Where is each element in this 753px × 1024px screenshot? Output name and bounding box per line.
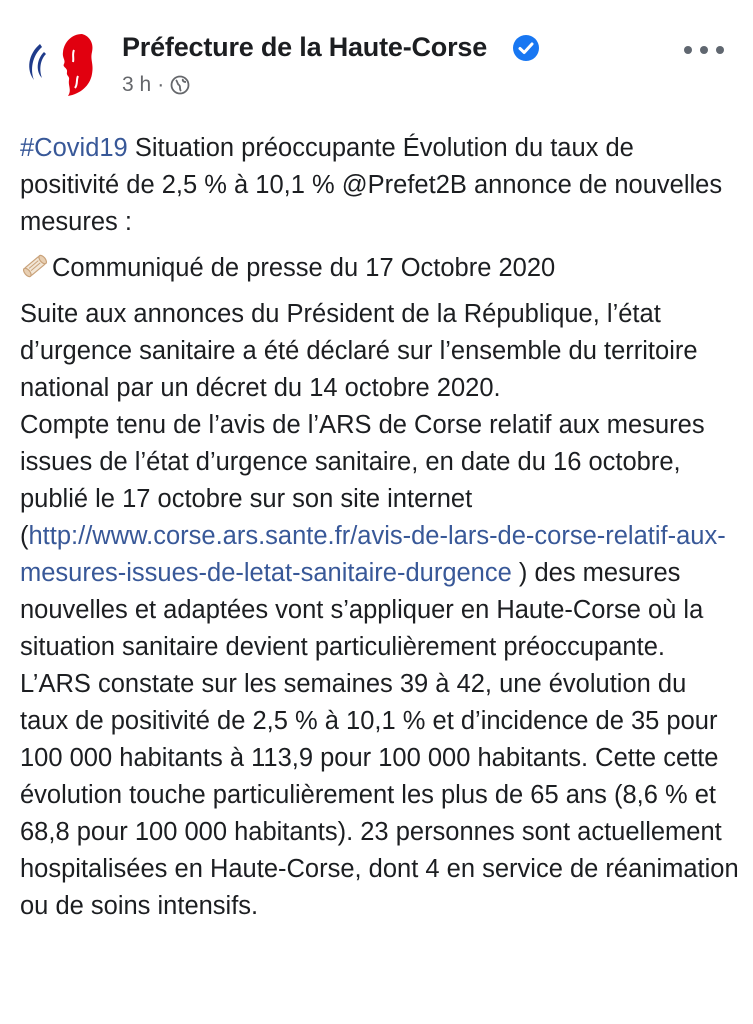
body-paragraph (20, 296, 740, 925)
post-timestamp[interactable]: 3 h (122, 73, 152, 96)
post-intro (20, 130, 740, 241)
meta-separator: · (157, 73, 165, 96)
intro-text: Situation préoccupante Évolution du taux de positivité de 2,5 % à 10,1 % @Prefet2B annonce de nouvelles mesures : (20, 134, 723, 236)
body-part-2: Compte tenu de l’avis de l’ARS de Corse relatif aux mesures issues de l’état d’urgence sanitaire, en date du 16 octobre, publié le 17 octobre sur son site internet ( (20, 411, 705, 550)
post-header (0, 0, 753, 110)
post-body (20, 130, 740, 925)
body-part-3: ) des mesures nouvelles et adaptées vont s’appliquer en Haute-Corse où la situation sanitaire devient particulièrement préoccupante. (20, 559, 704, 661)
scroll-icon (20, 251, 50, 281)
verified-badge-icon (512, 34, 540, 62)
body-part-1: Suite aux annonces du Président de la République, l’état d’urgence sanitaire a été déclaré sur l’ensemble du territoire national par un décret du 14 octobre 2020. (20, 300, 698, 402)
globe-icon[interactable] (170, 75, 190, 95)
post-meta (122, 73, 190, 97)
communique-text: Communiqué de presse du 17 Octobre 2020 (52, 254, 556, 282)
body-part-4: L’ARS constate sur les semaines 39 à 42, une évolution du taux de positivité de 2,5 % à 10,1 % et d’incidence de 35 pour 100 000 habitants à 113,9 pour 100 000 habitants. Cette cette évolution touche particulièrement les plus de 65 ans (8,6 % et 68,8 pour 100 000 habitants). 23 personnes sont actuellement hospitalisées en Haute-Corse, dont 4 en service de réanimation ou de soins intensifs. (20, 670, 739, 920)
ars-link[interactable]: http://www.corse.ars.sante.fr/avis-de-lars-de-corse-relatif-aux-mesures-issues-de-letat-sanitaire-durgence (20, 522, 726, 587)
page-avatar[interactable] (18, 20, 106, 108)
marianne-logo-icon (18, 20, 106, 108)
communique-line (20, 250, 740, 287)
more-options-icon[interactable] (682, 40, 726, 60)
hashtag-link[interactable]: #Covid19 (20, 134, 128, 162)
page-name-link[interactable]: Préfecture de la Haute-Corse (122, 32, 488, 62)
